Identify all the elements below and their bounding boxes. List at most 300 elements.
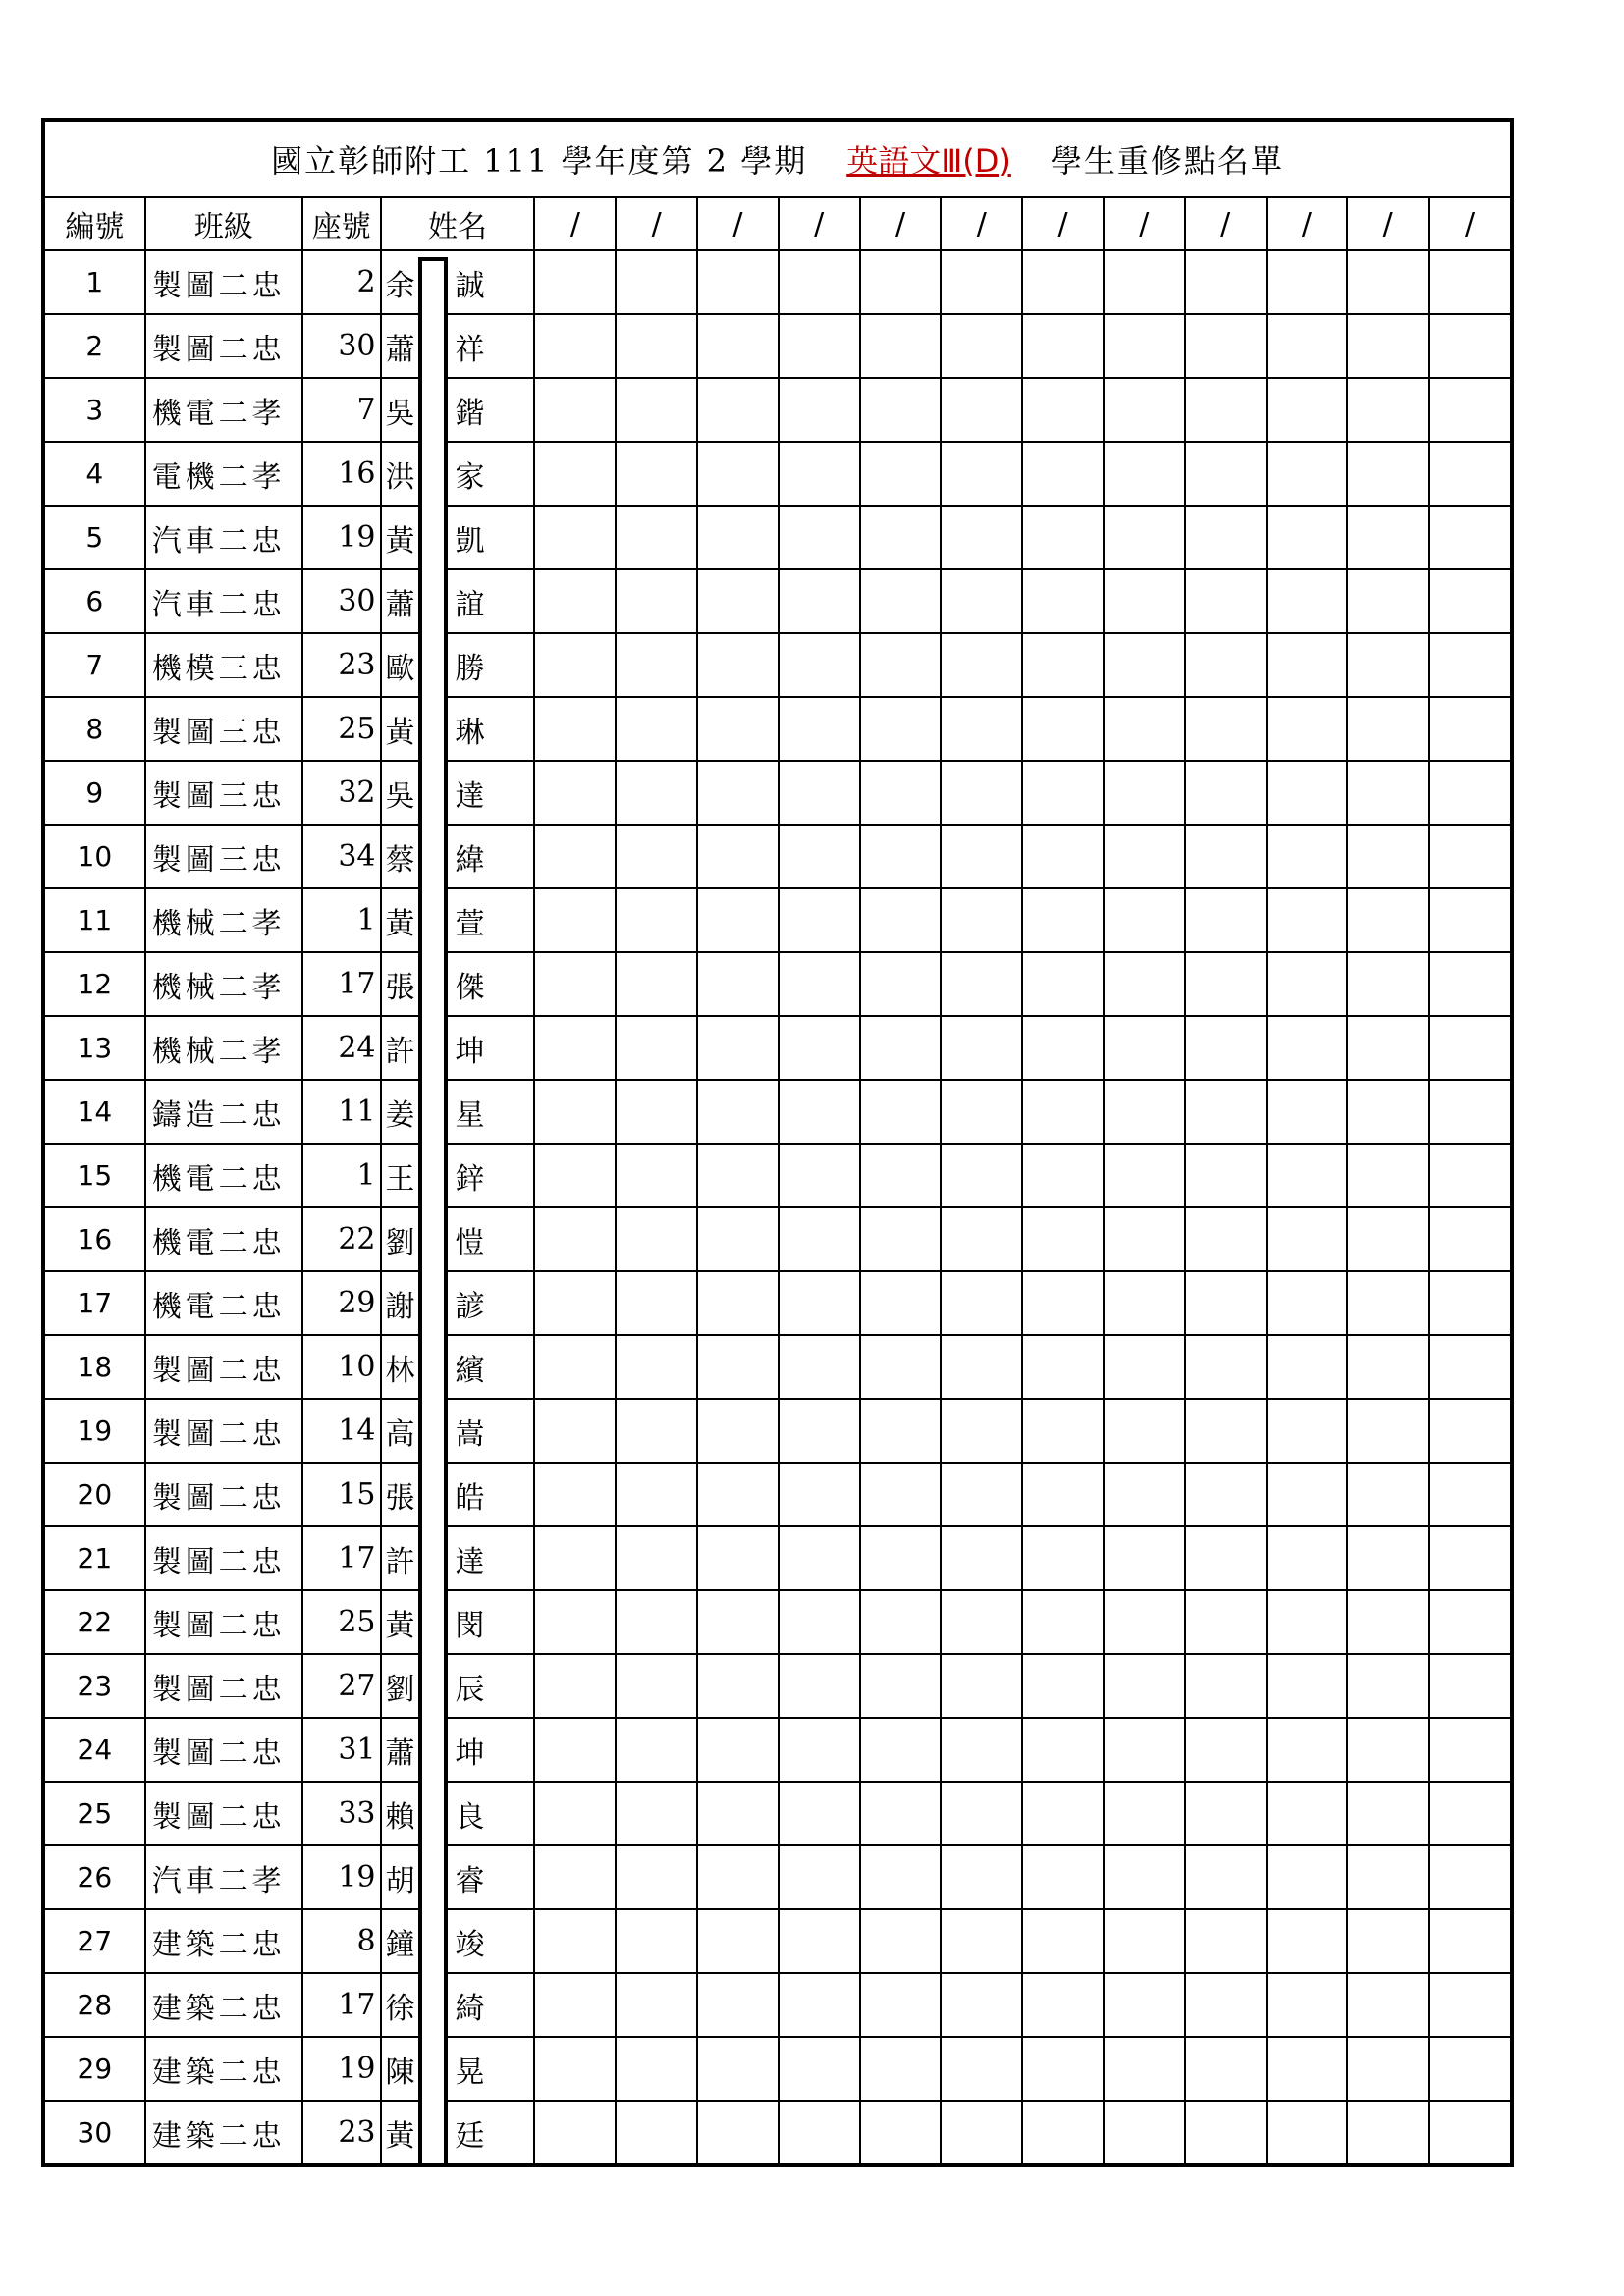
attendance-cell[interactable] bbox=[534, 633, 616, 697]
attendance-cell[interactable] bbox=[1267, 1207, 1348, 1271]
attendance-cell[interactable] bbox=[1104, 1207, 1185, 1271]
attendance-cell[interactable] bbox=[1429, 761, 1510, 825]
attendance-cell[interactable] bbox=[616, 1144, 697, 1207]
attendance-cell[interactable] bbox=[1022, 761, 1104, 825]
attendance-cell[interactable] bbox=[1429, 378, 1510, 442]
attendance-cell[interactable] bbox=[1347, 761, 1429, 825]
attendance-cell[interactable] bbox=[941, 1718, 1022, 1782]
attendance-cell[interactable] bbox=[534, 1399, 616, 1463]
attendance-cell[interactable] bbox=[697, 250, 779, 314]
attendance-cell[interactable] bbox=[1185, 697, 1267, 761]
attendance-cell[interactable] bbox=[534, 2101, 616, 2163]
attendance-cell[interactable] bbox=[1185, 1463, 1267, 1526]
attendance-cell[interactable] bbox=[1185, 1782, 1267, 1845]
attendance-cell[interactable] bbox=[1022, 633, 1104, 697]
attendance-cell[interactable] bbox=[779, 1590, 860, 1654]
attendance-cell[interactable] bbox=[1347, 888, 1429, 952]
attendance-cell[interactable] bbox=[941, 1144, 1022, 1207]
attendance-cell[interactable] bbox=[1429, 633, 1510, 697]
attendance-cell[interactable] bbox=[1429, 888, 1510, 952]
attendance-cell[interactable] bbox=[616, 250, 697, 314]
attendance-cell[interactable] bbox=[616, 1463, 697, 1526]
attendance-cell[interactable] bbox=[1104, 378, 1185, 442]
attendance-cell[interactable] bbox=[1429, 1080, 1510, 1144]
attendance-cell[interactable] bbox=[860, 1207, 942, 1271]
attendance-cell[interactable] bbox=[941, 506, 1022, 569]
attendance-cell[interactable] bbox=[941, 1016, 1022, 1080]
attendance-cell[interactable] bbox=[697, 825, 779, 888]
attendance-cell[interactable] bbox=[779, 569, 860, 633]
attendance-cell[interactable] bbox=[1347, 1271, 1429, 1335]
attendance-cell[interactable] bbox=[1022, 888, 1104, 952]
attendance-cell[interactable] bbox=[1022, 1973, 1104, 2037]
attendance-cell[interactable] bbox=[616, 697, 697, 761]
attendance-cell[interactable] bbox=[1347, 1909, 1429, 1973]
attendance-cell[interactable] bbox=[1267, 633, 1348, 697]
attendance-cell[interactable] bbox=[1104, 1718, 1185, 1782]
attendance-cell[interactable] bbox=[779, 1016, 860, 1080]
attendance-cell[interactable] bbox=[1022, 250, 1104, 314]
attendance-cell[interactable] bbox=[534, 1207, 616, 1271]
attendance-cell[interactable] bbox=[1022, 569, 1104, 633]
attendance-cell[interactable] bbox=[779, 888, 860, 952]
attendance-cell[interactable] bbox=[616, 1973, 697, 2037]
attendance-cell[interactable] bbox=[1347, 1590, 1429, 1654]
attendance-cell[interactable] bbox=[1429, 1526, 1510, 1590]
attendance-cell[interactable] bbox=[1267, 250, 1348, 314]
attendance-cell[interactable] bbox=[860, 1463, 942, 1526]
attendance-cell[interactable] bbox=[1104, 1463, 1185, 1526]
attendance-cell[interactable] bbox=[1267, 1845, 1348, 1909]
attendance-cell[interactable] bbox=[1429, 569, 1510, 633]
attendance-cell[interactable] bbox=[779, 1335, 860, 1399]
attendance-cell[interactable] bbox=[534, 378, 616, 442]
attendance-cell[interactable] bbox=[1347, 1654, 1429, 1718]
attendance-cell[interactable] bbox=[697, 314, 779, 378]
attendance-cell[interactable] bbox=[1104, 1782, 1185, 1845]
attendance-cell[interactable] bbox=[1267, 2037, 1348, 2101]
attendance-cell[interactable] bbox=[1022, 825, 1104, 888]
attendance-cell[interactable] bbox=[941, 952, 1022, 1016]
attendance-cell[interactable] bbox=[941, 2037, 1022, 2101]
attendance-cell[interactable] bbox=[860, 761, 942, 825]
attendance-cell[interactable] bbox=[616, 825, 697, 888]
attendance-cell[interactable] bbox=[860, 1271, 942, 1335]
attendance-cell[interactable] bbox=[1267, 1526, 1348, 1590]
attendance-cell[interactable] bbox=[1267, 314, 1348, 378]
attendance-cell[interactable] bbox=[1022, 1207, 1104, 1271]
attendance-cell[interactable] bbox=[616, 506, 697, 569]
attendance-cell[interactable] bbox=[779, 633, 860, 697]
attendance-cell[interactable] bbox=[1347, 697, 1429, 761]
attendance-cell[interactable] bbox=[1429, 250, 1510, 314]
attendance-cell[interactable] bbox=[534, 250, 616, 314]
attendance-cell[interactable] bbox=[1429, 1399, 1510, 1463]
attendance-cell[interactable] bbox=[1347, 1335, 1429, 1399]
attendance-cell[interactable] bbox=[1022, 506, 1104, 569]
attendance-cell[interactable] bbox=[1429, 1271, 1510, 1335]
attendance-cell[interactable] bbox=[616, 1016, 697, 1080]
attendance-cell[interactable] bbox=[1347, 569, 1429, 633]
attendance-cell[interactable] bbox=[1429, 2101, 1510, 2163]
attendance-cell[interactable] bbox=[697, 1335, 779, 1399]
attendance-cell[interactable] bbox=[697, 1973, 779, 2037]
attendance-cell[interactable] bbox=[860, 1909, 942, 1973]
attendance-cell[interactable] bbox=[941, 1909, 1022, 1973]
attendance-cell[interactable] bbox=[616, 633, 697, 697]
attendance-cell[interactable] bbox=[1185, 314, 1267, 378]
attendance-cell[interactable] bbox=[1185, 1144, 1267, 1207]
attendance-cell[interactable] bbox=[697, 888, 779, 952]
attendance-cell[interactable] bbox=[697, 633, 779, 697]
attendance-cell[interactable] bbox=[1185, 1909, 1267, 1973]
attendance-cell[interactable] bbox=[1104, 1271, 1185, 1335]
attendance-cell[interactable] bbox=[1347, 250, 1429, 314]
attendance-cell[interactable] bbox=[860, 1399, 942, 1463]
attendance-cell[interactable] bbox=[1347, 1973, 1429, 2037]
attendance-cell[interactable] bbox=[534, 1080, 616, 1144]
attendance-cell[interactable] bbox=[697, 2101, 779, 2163]
attendance-cell[interactable] bbox=[697, 1144, 779, 1207]
attendance-cell[interactable] bbox=[860, 1144, 942, 1207]
attendance-cell[interactable] bbox=[616, 2037, 697, 2101]
attendance-cell[interactable] bbox=[1104, 1144, 1185, 1207]
attendance-cell[interactable] bbox=[697, 1463, 779, 1526]
attendance-cell[interactable] bbox=[1267, 378, 1348, 442]
attendance-cell[interactable] bbox=[779, 378, 860, 442]
attendance-cell[interactable] bbox=[860, 1782, 942, 1845]
attendance-cell[interactable] bbox=[534, 1463, 616, 1526]
attendance-cell[interactable] bbox=[941, 1399, 1022, 1463]
attendance-cell[interactable] bbox=[1185, 2101, 1267, 2163]
attendance-cell[interactable] bbox=[1429, 442, 1510, 506]
attendance-cell[interactable] bbox=[697, 1080, 779, 1144]
attendance-cell[interactable] bbox=[1104, 1399, 1185, 1463]
attendance-cell[interactable] bbox=[1104, 1080, 1185, 1144]
attendance-cell[interactable] bbox=[697, 1909, 779, 1973]
attendance-cell[interactable] bbox=[779, 1271, 860, 1335]
attendance-cell[interactable] bbox=[1104, 1909, 1185, 1973]
attendance-cell[interactable] bbox=[616, 1782, 697, 1845]
attendance-cell[interactable] bbox=[860, 697, 942, 761]
attendance-cell[interactable] bbox=[779, 314, 860, 378]
attendance-cell[interactable] bbox=[616, 888, 697, 952]
attendance-cell[interactable] bbox=[697, 1782, 779, 1845]
attendance-cell[interactable] bbox=[860, 1718, 942, 1782]
attendance-cell[interactable] bbox=[1267, 1782, 1348, 1845]
attendance-cell[interactable] bbox=[860, 378, 942, 442]
attendance-cell[interactable] bbox=[1429, 1016, 1510, 1080]
attendance-cell[interactable] bbox=[534, 569, 616, 633]
attendance-cell[interactable] bbox=[1267, 1463, 1348, 1526]
attendance-cell[interactable] bbox=[1347, 1782, 1429, 1845]
attendance-cell[interactable] bbox=[779, 761, 860, 825]
attendance-cell[interactable] bbox=[1267, 1399, 1348, 1463]
attendance-cell[interactable] bbox=[616, 1335, 697, 1399]
attendance-cell[interactable] bbox=[1429, 1335, 1510, 1399]
attendance-cell[interactable] bbox=[941, 1271, 1022, 1335]
attendance-cell[interactable] bbox=[779, 825, 860, 888]
attendance-cell[interactable] bbox=[779, 1463, 860, 1526]
attendance-cell[interactable] bbox=[1347, 442, 1429, 506]
attendance-cell[interactable] bbox=[779, 442, 860, 506]
attendance-cell[interactable] bbox=[941, 1782, 1022, 1845]
attendance-cell[interactable] bbox=[1022, 1718, 1104, 1782]
attendance-cell[interactable] bbox=[1104, 1335, 1185, 1399]
attendance-cell[interactable] bbox=[779, 1718, 860, 1782]
attendance-cell[interactable] bbox=[860, 1080, 942, 1144]
attendance-cell[interactable] bbox=[534, 314, 616, 378]
attendance-cell[interactable] bbox=[616, 1845, 697, 1909]
attendance-cell[interactable] bbox=[941, 825, 1022, 888]
attendance-cell[interactable] bbox=[1347, 633, 1429, 697]
attendance-cell[interactable] bbox=[1022, 1335, 1104, 1399]
attendance-cell[interactable] bbox=[1104, 825, 1185, 888]
attendance-cell[interactable] bbox=[1185, 506, 1267, 569]
attendance-cell[interactable] bbox=[1267, 1718, 1348, 1782]
attendance-cell[interactable] bbox=[860, 1845, 942, 1909]
attendance-cell[interactable] bbox=[860, 825, 942, 888]
attendance-cell[interactable] bbox=[941, 1973, 1022, 2037]
attendance-cell[interactable] bbox=[1022, 952, 1104, 1016]
attendance-cell[interactable] bbox=[1104, 1845, 1185, 1909]
attendance-cell[interactable] bbox=[1267, 888, 1348, 952]
attendance-cell[interactable] bbox=[860, 888, 942, 952]
attendance-cell[interactable] bbox=[1429, 1654, 1510, 1718]
attendance-cell[interactable] bbox=[1267, 1973, 1348, 2037]
attendance-cell[interactable] bbox=[941, 1335, 1022, 1399]
attendance-cell[interactable] bbox=[1267, 569, 1348, 633]
attendance-cell[interactable] bbox=[1185, 761, 1267, 825]
attendance-cell[interactable] bbox=[1022, 1845, 1104, 1909]
attendance-cell[interactable] bbox=[534, 1782, 616, 1845]
attendance-cell[interactable] bbox=[1022, 697, 1104, 761]
attendance-cell[interactable] bbox=[616, 1590, 697, 1654]
attendance-cell[interactable] bbox=[1267, 1909, 1348, 1973]
attendance-cell[interactable] bbox=[534, 697, 616, 761]
attendance-cell[interactable] bbox=[616, 1207, 697, 1271]
attendance-cell[interactable] bbox=[1429, 1590, 1510, 1654]
attendance-cell[interactable] bbox=[616, 1399, 697, 1463]
attendance-cell[interactable] bbox=[779, 1526, 860, 1590]
attendance-cell[interactable] bbox=[534, 1526, 616, 1590]
attendance-cell[interactable] bbox=[1022, 1399, 1104, 1463]
attendance-cell[interactable] bbox=[1429, 697, 1510, 761]
attendance-cell[interactable] bbox=[941, 2101, 1022, 2163]
attendance-cell[interactable] bbox=[779, 1207, 860, 1271]
attendance-cell[interactable] bbox=[1185, 1207, 1267, 1271]
attendance-cell[interactable] bbox=[779, 250, 860, 314]
attendance-cell[interactable] bbox=[1022, 1654, 1104, 1718]
attendance-cell[interactable] bbox=[534, 761, 616, 825]
attendance-cell[interactable] bbox=[941, 250, 1022, 314]
attendance-cell[interactable] bbox=[1022, 1080, 1104, 1144]
attendance-cell[interactable] bbox=[1347, 2101, 1429, 2163]
attendance-cell[interactable] bbox=[941, 1463, 1022, 1526]
attendance-cell[interactable] bbox=[534, 1654, 616, 1718]
attendance-cell[interactable] bbox=[941, 1590, 1022, 1654]
attendance-cell[interactable] bbox=[1022, 314, 1104, 378]
attendance-cell[interactable] bbox=[1185, 378, 1267, 442]
attendance-cell[interactable] bbox=[697, 1207, 779, 1271]
attendance-cell[interactable] bbox=[1429, 1463, 1510, 1526]
attendance-cell[interactable] bbox=[941, 888, 1022, 952]
attendance-cell[interactable] bbox=[616, 1718, 697, 1782]
attendance-cell[interactable] bbox=[697, 1654, 779, 1718]
attendance-cell[interactable] bbox=[1347, 378, 1429, 442]
attendance-cell[interactable] bbox=[1104, 442, 1185, 506]
attendance-cell[interactable] bbox=[1347, 314, 1429, 378]
attendance-cell[interactable] bbox=[860, 1973, 942, 2037]
attendance-cell[interactable] bbox=[779, 506, 860, 569]
attendance-cell[interactable] bbox=[1267, 1144, 1348, 1207]
attendance-cell[interactable] bbox=[1104, 761, 1185, 825]
attendance-cell[interactable] bbox=[1185, 1845, 1267, 1909]
attendance-cell[interactable] bbox=[1429, 1144, 1510, 1207]
attendance-cell[interactable] bbox=[1267, 1016, 1348, 1080]
attendance-cell[interactable] bbox=[616, 569, 697, 633]
attendance-cell[interactable] bbox=[1429, 506, 1510, 569]
attendance-cell[interactable] bbox=[1429, 1909, 1510, 1973]
attendance-cell[interactable] bbox=[534, 1335, 616, 1399]
attendance-cell[interactable] bbox=[1104, 1590, 1185, 1654]
attendance-cell[interactable] bbox=[941, 761, 1022, 825]
attendance-cell[interactable] bbox=[534, 506, 616, 569]
attendance-cell[interactable] bbox=[1347, 1463, 1429, 1526]
attendance-cell[interactable] bbox=[1185, 633, 1267, 697]
attendance-cell[interactable] bbox=[616, 314, 697, 378]
attendance-cell[interactable] bbox=[1022, 442, 1104, 506]
attendance-cell[interactable] bbox=[1104, 1526, 1185, 1590]
attendance-cell[interactable] bbox=[697, 1399, 779, 1463]
attendance-cell[interactable] bbox=[1347, 506, 1429, 569]
attendance-cell[interactable] bbox=[1429, 1973, 1510, 2037]
attendance-cell[interactable] bbox=[534, 1845, 616, 1909]
attendance-cell[interactable] bbox=[1185, 825, 1267, 888]
attendance-cell[interactable] bbox=[1267, 1271, 1348, 1335]
attendance-cell[interactable] bbox=[1104, 2037, 1185, 2101]
attendance-cell[interactable] bbox=[1185, 952, 1267, 1016]
attendance-cell[interactable] bbox=[1185, 1016, 1267, 1080]
attendance-cell[interactable] bbox=[1185, 1654, 1267, 1718]
attendance-cell[interactable] bbox=[616, 761, 697, 825]
attendance-cell[interactable] bbox=[697, 569, 779, 633]
attendance-cell[interactable] bbox=[779, 1080, 860, 1144]
attendance-cell[interactable] bbox=[941, 1080, 1022, 1144]
attendance-cell[interactable] bbox=[941, 378, 1022, 442]
attendance-cell[interactable] bbox=[534, 1718, 616, 1782]
attendance-cell[interactable] bbox=[1022, 1463, 1104, 1526]
attendance-cell[interactable] bbox=[697, 1718, 779, 1782]
attendance-cell[interactable] bbox=[1267, 506, 1348, 569]
attendance-cell[interactable] bbox=[1267, 1335, 1348, 1399]
attendance-cell[interactable] bbox=[1429, 1782, 1510, 1845]
attendance-cell[interactable] bbox=[1104, 250, 1185, 314]
attendance-cell[interactable] bbox=[779, 1399, 860, 1463]
attendance-cell[interactable] bbox=[1347, 2037, 1429, 2101]
attendance-cell[interactable] bbox=[779, 952, 860, 1016]
attendance-cell[interactable] bbox=[941, 697, 1022, 761]
attendance-cell[interactable] bbox=[1104, 697, 1185, 761]
attendance-cell[interactable] bbox=[534, 1973, 616, 2037]
attendance-cell[interactable] bbox=[860, 2101, 942, 2163]
attendance-cell[interactable] bbox=[1267, 761, 1348, 825]
attendance-cell[interactable] bbox=[1185, 442, 1267, 506]
attendance-cell[interactable] bbox=[1185, 1718, 1267, 1782]
attendance-cell[interactable] bbox=[534, 442, 616, 506]
attendance-cell[interactable] bbox=[1185, 1080, 1267, 1144]
attendance-cell[interactable] bbox=[697, 1271, 779, 1335]
attendance-cell[interactable] bbox=[1104, 952, 1185, 1016]
attendance-cell[interactable] bbox=[1267, 952, 1348, 1016]
attendance-cell[interactable] bbox=[1104, 506, 1185, 569]
attendance-cell[interactable] bbox=[1347, 1080, 1429, 1144]
attendance-cell[interactable] bbox=[1185, 1590, 1267, 1654]
attendance-cell[interactable] bbox=[860, 442, 942, 506]
attendance-cell[interactable] bbox=[1267, 825, 1348, 888]
attendance-cell[interactable] bbox=[1022, 378, 1104, 442]
attendance-cell[interactable] bbox=[697, 1590, 779, 1654]
attendance-cell[interactable] bbox=[697, 442, 779, 506]
attendance-cell[interactable] bbox=[1185, 1399, 1267, 1463]
attendance-cell[interactable] bbox=[616, 2101, 697, 2163]
attendance-cell[interactable] bbox=[860, 2037, 942, 2101]
attendance-cell[interactable] bbox=[534, 2037, 616, 2101]
attendance-cell[interactable] bbox=[1104, 314, 1185, 378]
attendance-cell[interactable] bbox=[860, 569, 942, 633]
attendance-cell[interactable] bbox=[1104, 569, 1185, 633]
attendance-cell[interactable] bbox=[1104, 888, 1185, 952]
attendance-cell[interactable] bbox=[697, 2037, 779, 2101]
attendance-cell[interactable] bbox=[697, 697, 779, 761]
attendance-cell[interactable] bbox=[1429, 314, 1510, 378]
attendance-cell[interactable] bbox=[1267, 2101, 1348, 2163]
attendance-cell[interactable] bbox=[1429, 1718, 1510, 1782]
attendance-cell[interactable] bbox=[1185, 1271, 1267, 1335]
attendance-cell[interactable] bbox=[1347, 1526, 1429, 1590]
attendance-cell[interactable] bbox=[1347, 1845, 1429, 1909]
attendance-cell[interactable] bbox=[1429, 825, 1510, 888]
attendance-cell[interactable] bbox=[1104, 1973, 1185, 2037]
attendance-cell[interactable] bbox=[1185, 1973, 1267, 2037]
attendance-cell[interactable] bbox=[1267, 442, 1348, 506]
attendance-cell[interactable] bbox=[941, 633, 1022, 697]
attendance-cell[interactable] bbox=[1185, 2037, 1267, 2101]
attendance-cell[interactable] bbox=[616, 1526, 697, 1590]
attendance-cell[interactable] bbox=[860, 1654, 942, 1718]
attendance-cell[interactable] bbox=[1022, 1590, 1104, 1654]
attendance-cell[interactable] bbox=[941, 442, 1022, 506]
attendance-cell[interactable] bbox=[1185, 569, 1267, 633]
attendance-cell[interactable] bbox=[534, 1590, 616, 1654]
attendance-cell[interactable] bbox=[534, 952, 616, 1016]
attendance-cell[interactable] bbox=[1022, 1526, 1104, 1590]
attendance-cell[interactable] bbox=[697, 952, 779, 1016]
attendance-cell[interactable] bbox=[1022, 1782, 1104, 1845]
attendance-cell[interactable] bbox=[860, 314, 942, 378]
attendance-cell[interactable] bbox=[1185, 1526, 1267, 1590]
attendance-cell[interactable] bbox=[534, 825, 616, 888]
attendance-cell[interactable] bbox=[1267, 697, 1348, 761]
attendance-cell[interactable] bbox=[1347, 952, 1429, 1016]
attendance-cell[interactable] bbox=[860, 1335, 942, 1399]
attendance-cell[interactable] bbox=[1347, 825, 1429, 888]
attendance-cell[interactable] bbox=[616, 952, 697, 1016]
attendance-cell[interactable] bbox=[1267, 1654, 1348, 1718]
attendance-cell[interactable] bbox=[779, 1144, 860, 1207]
attendance-cell[interactable] bbox=[779, 2101, 860, 2163]
attendance-cell[interactable] bbox=[1267, 1590, 1348, 1654]
